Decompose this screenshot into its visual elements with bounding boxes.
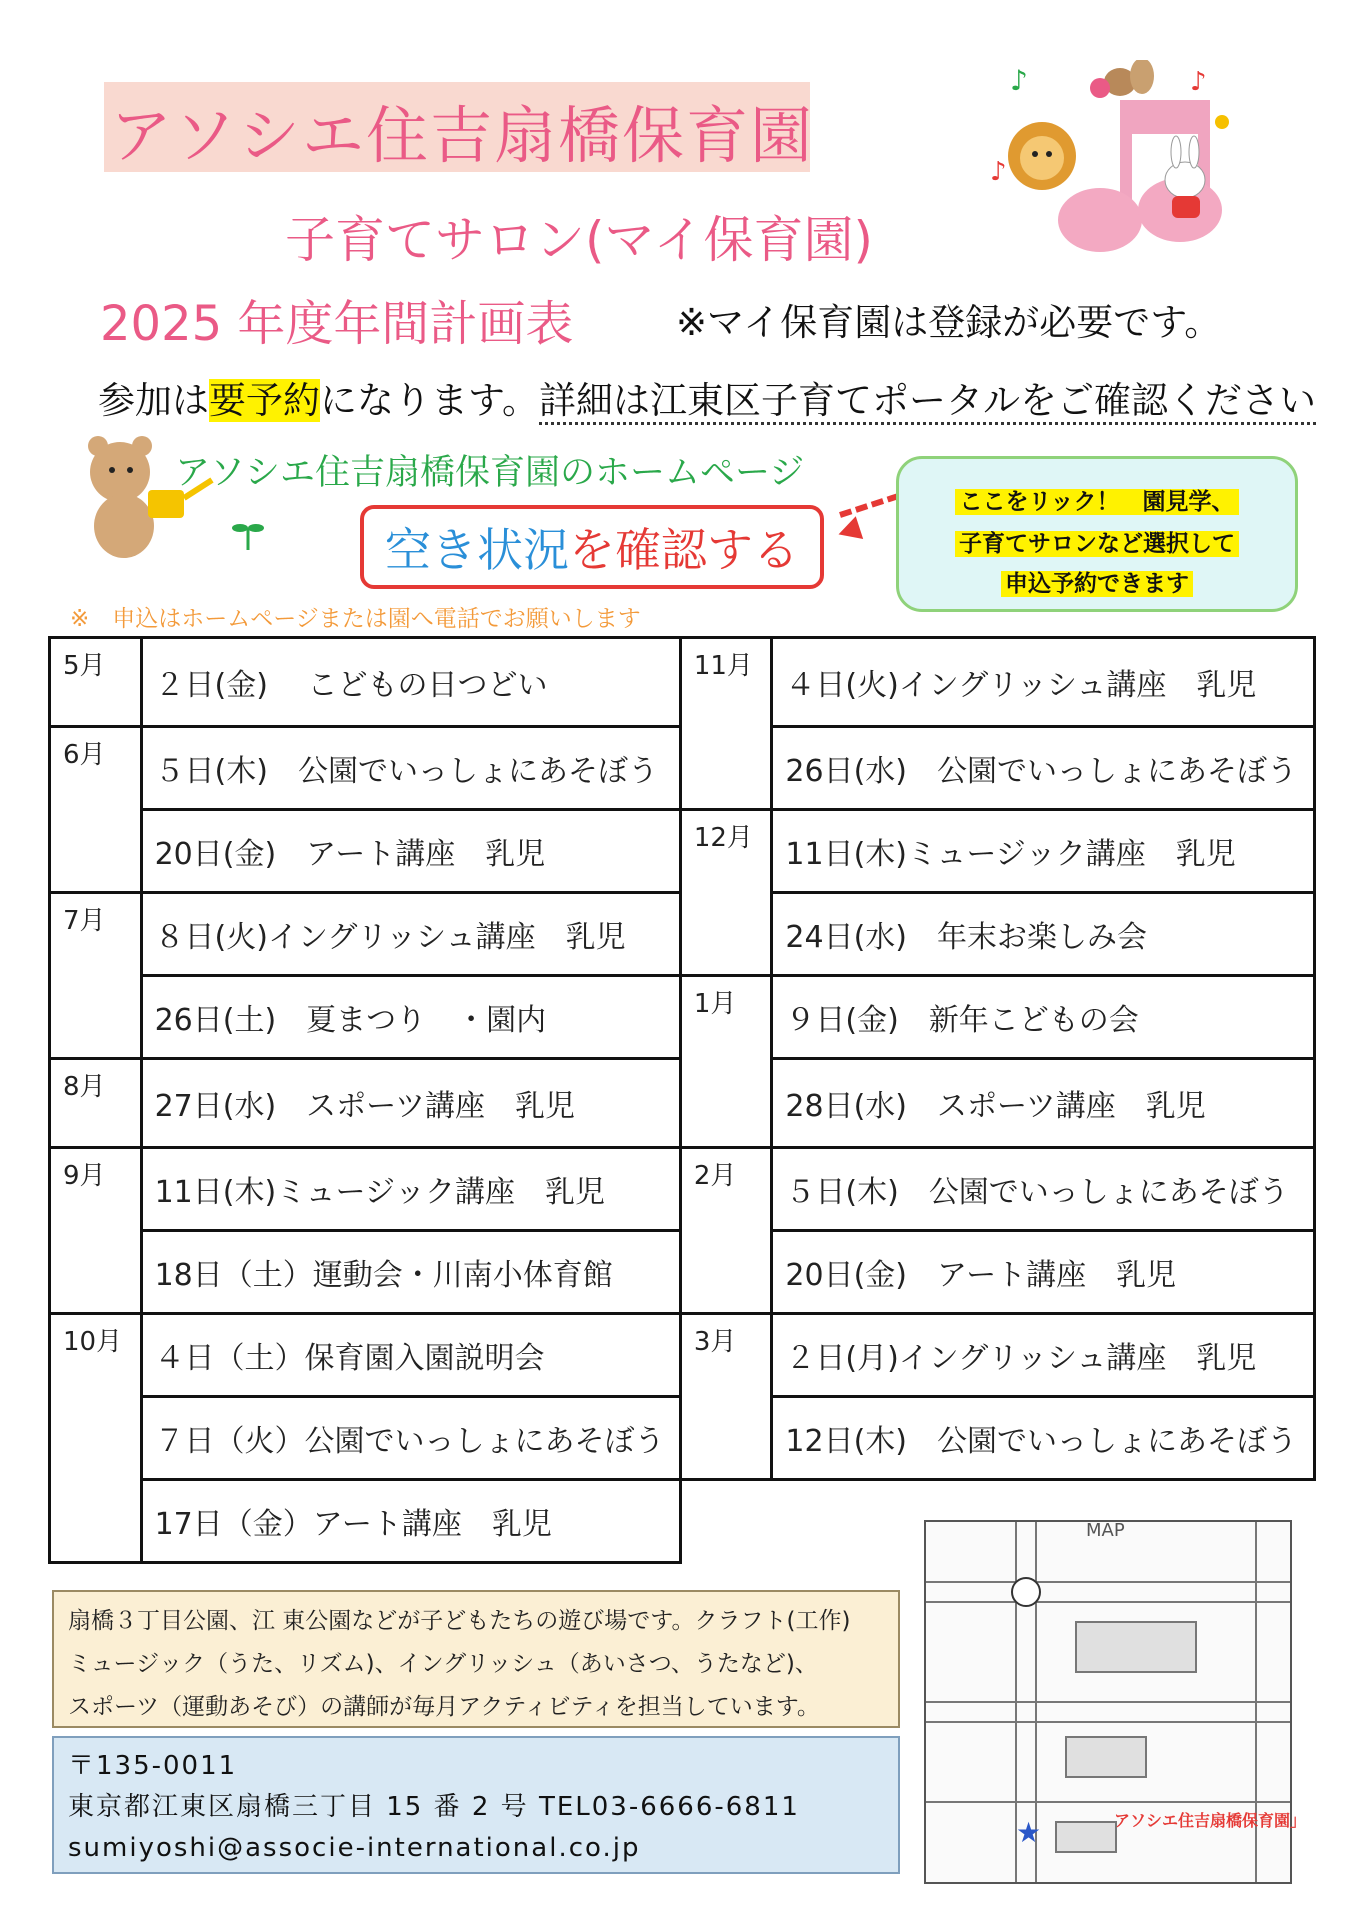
schedule-table (48, 636, 1316, 1564)
event-cell: ２日(金) こどもの日つどい (141, 638, 680, 727)
reserve-detail: 詳細は江東区子育てポータルをご確認ください (539, 379, 1316, 425)
button-text-check: を確認する (569, 523, 799, 577)
school-location-star-icon: ★ (1016, 1816, 1042, 1849)
registration-note: ※マイ保育園は登録が必要です。 (676, 301, 1222, 344)
table-row (50, 1148, 1315, 1231)
info-line-3: スポーツ（運動あそび）の講師が毎月アクティビティを担当しています。 (68, 1694, 820, 1720)
bubble-line-1: ここをリック！ 園見学、 (955, 489, 1238, 515)
event-cell: ７日（火）公園でいっしょにあそぼう (141, 1397, 680, 1480)
event-cell: 20日(金) アート講座 乳児 (141, 810, 680, 893)
map-label: MAP (1086, 1520, 1125, 1541)
event-cell: 27日(水) スポーツ講座 乳児 (141, 1059, 680, 1148)
address-box (52, 1736, 900, 1874)
event-cell: ４日（土）保育園入園説明会 (141, 1314, 680, 1397)
info-line-1: 扇橋３丁目公園、江 東公園などが子どもたちの遊び場です。クラフト(工作) (68, 1608, 851, 1634)
reservation-line (98, 370, 1316, 424)
sprout-icon (232, 524, 264, 550)
event-cell: 26日(水) 公園でいっしょにあそぼう (772, 727, 1315, 810)
month-cell: 11月 (680, 638, 772, 810)
map-school-label: アソシエ住吉扇橋保育園」 (1114, 1811, 1307, 1830)
flower-yellow-icon (1215, 115, 1229, 129)
postal-code: 〒135-0011 (68, 1751, 238, 1781)
bubble-line-3: 申込予約できます (1001, 571, 1193, 597)
event-cell: ２日(月)イングリッシュ講座 乳児 (772, 1314, 1315, 1397)
music-note-green-icon: ♪ (1010, 64, 1028, 97)
page-subtitle: 子育てサロン(マイ保育園) (285, 211, 874, 269)
table-row (50, 1314, 1315, 1397)
month-cell: 9月 (50, 1148, 142, 1314)
homepage-heading[interactable]: アソシエ住吉扇橋保育園のホームページ (175, 453, 805, 493)
street-address: 東京都江東区扇橋三丁目 15 番 2 号 TEL03-6666-6811 (68, 1792, 800, 1822)
month-cell: 5月 (50, 638, 142, 727)
squirrel-icon (1104, 60, 1154, 96)
application-note: ※ 申込はホームページまたは園へ電話でお願いします (70, 606, 641, 632)
event-cell: 17日（金）アート講座 乳児 (141, 1480, 680, 1563)
arrow-dashed-line (839, 493, 900, 518)
table-row (50, 810, 1315, 893)
bear-icon (88, 436, 154, 558)
month-cell: 12月 (680, 810, 772, 976)
event-cell: ９日(金) 新年こどもの会 (772, 976, 1315, 1059)
event-cell: ８日(火)イングリッシュ講座 乳児 (141, 893, 680, 976)
month-cell: 3月 (680, 1314, 772, 1480)
email-address[interactable]: sumiyoshi@associe-international.co.jp (68, 1833, 641, 1863)
month-cell: 10月 (50, 1314, 142, 1563)
reserve-highlight: 要予約 (209, 379, 320, 422)
month-cell: 1月 (680, 976, 772, 1148)
event-cell: 26日(土) 夏まつり ・園内 (141, 976, 680, 1059)
bubble-line-2: 子育てサロンなど選択して (955, 531, 1239, 557)
click-hint-bubble (896, 456, 1298, 612)
event-cell: 11日(木)ミュージック講座 乳児 (772, 810, 1315, 893)
month-cell: 8月 (50, 1059, 142, 1148)
animals-music-illustration (990, 60, 1240, 260)
plan-heading: 2025 年度年間計画表 (100, 296, 574, 352)
month-cell: 6月 (50, 727, 142, 893)
page-title: アソシエ住吉扇橋保育園 (110, 99, 815, 172)
music-note-red-icon: ♪ (1190, 67, 1207, 97)
event-cell: 20日(金) アート講座 乳児 (772, 1231, 1315, 1314)
table-row (50, 638, 1315, 727)
button-text-availability: 空き状況 (385, 523, 569, 577)
reserve-suffix: になります。 (320, 379, 540, 422)
check-availability-button[interactable] (360, 505, 824, 589)
route-marker-icon (1012, 1578, 1040, 1606)
event-cell: 11日(木)ミュージック講座 乳児 (141, 1148, 680, 1231)
month-cell: 2月 (680, 1148, 772, 1314)
month-cell: 7月 (50, 893, 142, 1059)
music-note-pink-icon: ♪ (990, 157, 1007, 187)
activities-info-box (52, 1590, 900, 1728)
event-cell: 28日(水) スポーツ講座 乳児 (772, 1059, 1315, 1148)
table-row (50, 976, 1315, 1059)
event-cell: 24日(水) 年末お楽しみ会 (772, 893, 1315, 976)
event-cell: ４日(火)イングリッシュ講座 乳児 (772, 638, 1315, 727)
info-line-2: ミュージック（うた、リズム)、イングリッシュ（あいさつ、うたなど)、 (68, 1651, 818, 1677)
event-cell: 12日(木) 公園でいっしょにあそぼう (772, 1397, 1315, 1480)
event-cell: ５日(木) 公園でいっしょにあそぼう (141, 727, 680, 810)
lion-icon (1008, 122, 1076, 190)
event-cell: ５日(木) 公園でいっしょにあそぼう (772, 1148, 1315, 1231)
arrow-left-icon (835, 516, 863, 546)
event-cell: 18日（土）運動会・川南小体育館 (141, 1231, 680, 1314)
flower-icon (1090, 78, 1110, 98)
reserve-prefix: 参加は (98, 379, 209, 422)
